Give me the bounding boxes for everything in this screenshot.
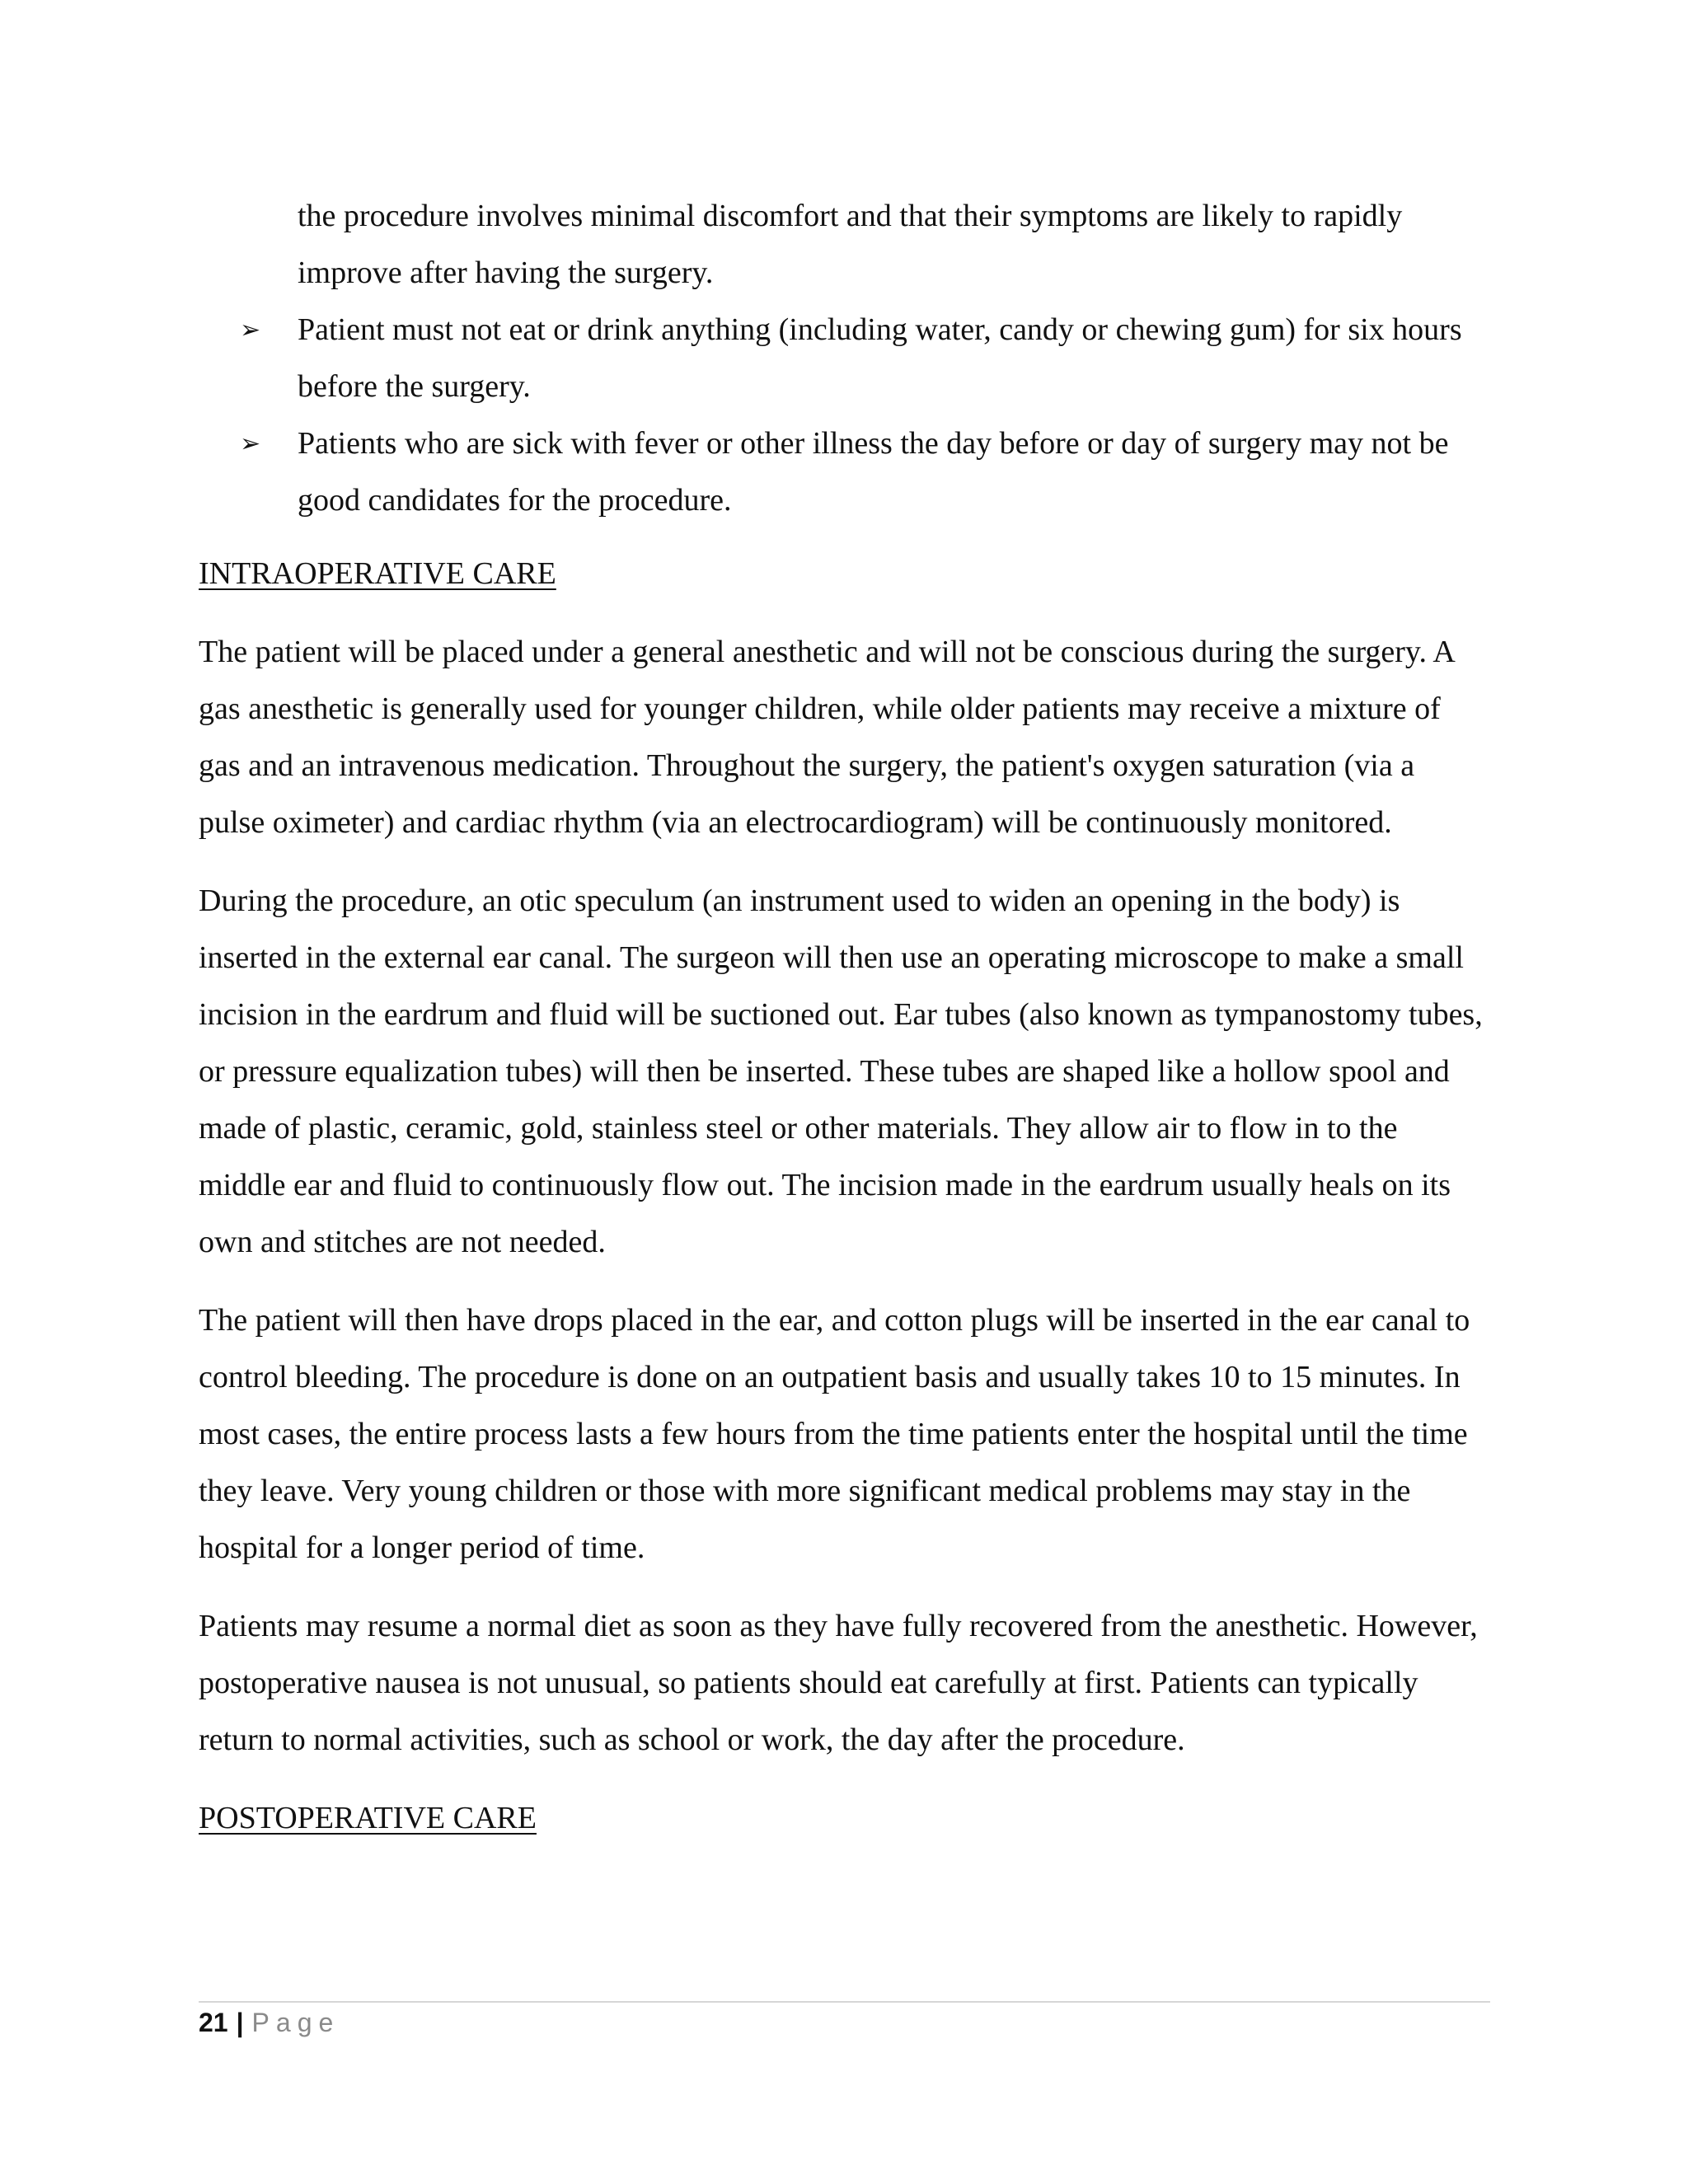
footer-divider (199, 2001, 1490, 2003)
bullet-item (199, 302, 1484, 415)
paragraph: The patient will then have drops placed in the ear, and cotton plugs will be inserted in the ear canal to control bleeding. The procedure is done on an outpatient basis and usually takes 10 to 15 minutes. In most cases, the entire process lasts a few hours from the time patients enter the hospital until the time they leave. Very young children or those with more significant medical problems may stay in the hospital for a longer period of time. (199, 1303, 1470, 1565)
paragraph: The patient will be placed under a general anesthetic and will not be conscious during the surgery. A gas anesthetic is generally used for younger children, while older patients may receive a mixture of gas and an intravenous medication. Throughout the surgery, the patient's oxygen saturation (via a pulse oximeter) and cardiac rhythm (via an electrocardiogram) will be continuously monitored. (199, 635, 1454, 840)
arrow-bullet-icon: ➢ (240, 429, 261, 458)
continued-text: the procedure involves minimal discomfort and that their symptoms are likely to rapidly improve after having the surgery. (298, 199, 1403, 290)
footer-separator: | (236, 2008, 244, 2037)
section-heading-intraoperative: INTRAOPERATIVE CARE (199, 556, 556, 591)
bullet-text: Patients who are sick with fever or other illness the day before or day of surgery may not be good candidates for the procedure. (298, 426, 1449, 518)
page-footer (199, 2003, 340, 2042)
arrow-bullet-icon: ➢ (240, 316, 261, 344)
page-content (199, 188, 1484, 1868)
bullet-text: Patient must not eat or drink anything (including water, candy or chewing gum) for six hours before the surgery. (298, 312, 1462, 404)
section-heading-postoperative: POSTOPERATIVE CARE (199, 1801, 537, 1835)
paragraph: Patients may resume a normal diet as soon as they have fully recovered from the anesthetic. However, postoperative nausea is not unusual, so patients should eat carefully at first. Patients can typically return to normal activities, such as school or work, the day after the procedure. (199, 1609, 1478, 1757)
bullet-item (199, 415, 1484, 529)
page-number: 21 (199, 2008, 228, 2037)
page-label: Page (251, 2008, 340, 2037)
bullet-list (199, 302, 1484, 529)
paragraph: During the procedure, an otic speculum (an instrument used to widen an opening in the body) is inserted in the external ear canal. The surgeon will then use an operating microscope to make a small incision in the eardrum and fluid will be suctioned out. Ear tubes (also known as tympanostomy tubes, or pressure equalization tubes) will then be inserted. These tubes are shaped like a hollow spool and made of plastic, ceramic, gold, stainless steel or other materials. They allow air to flow in to the middle ear and fluid to continuously flow out. The incision made in the eardrum usually heals on its own and stitches are not needed. (199, 883, 1483, 1259)
